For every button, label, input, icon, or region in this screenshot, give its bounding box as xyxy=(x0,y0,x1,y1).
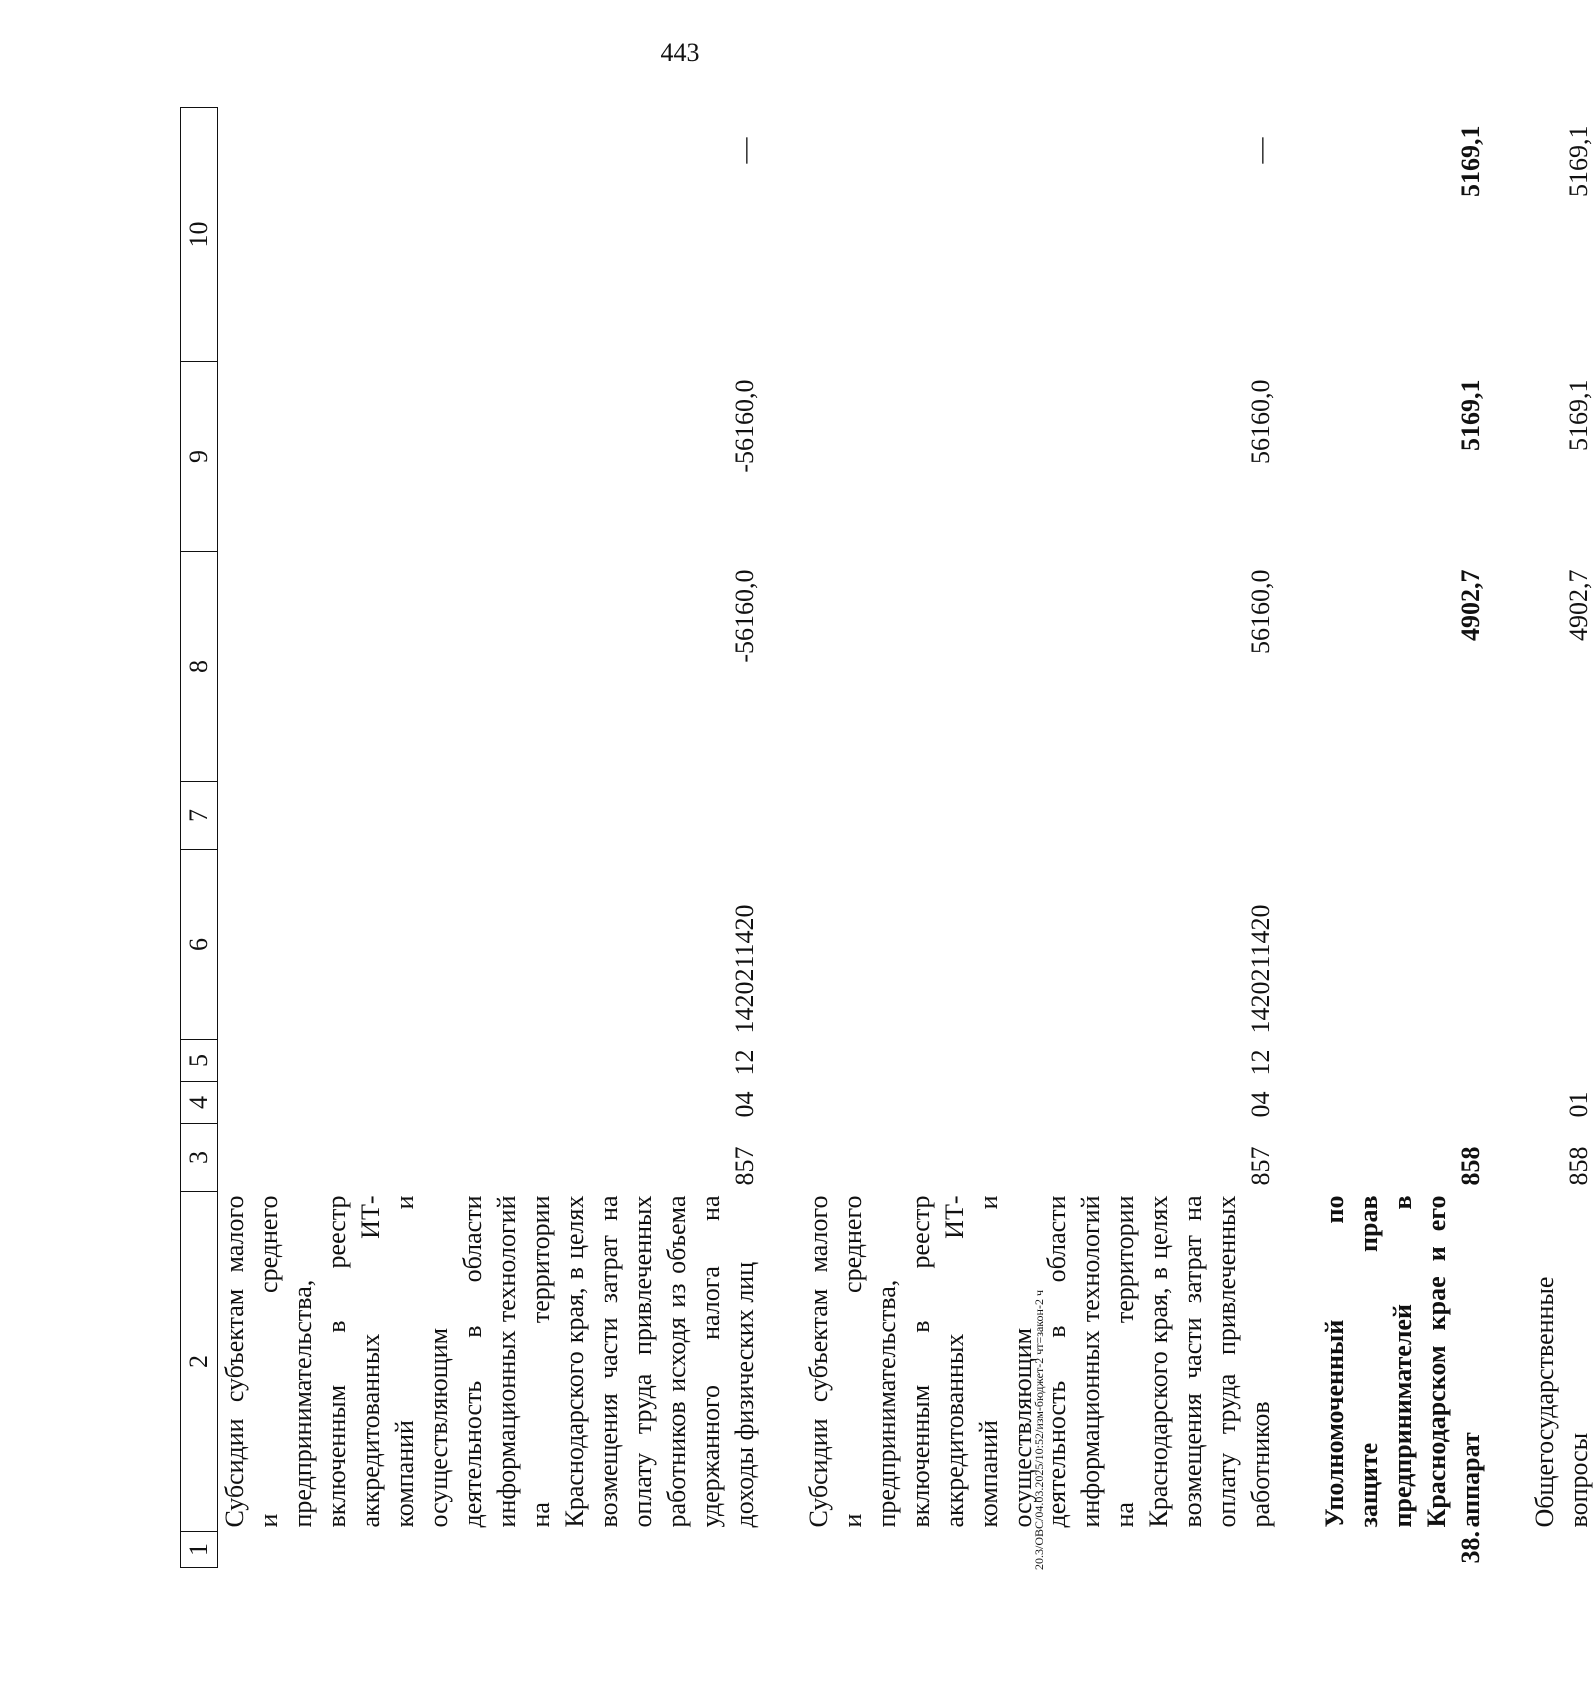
cell-col-4: 04 xyxy=(730,1091,759,1118)
row-spacer xyxy=(762,108,802,1568)
row-description: Общегосударственные вопросы xyxy=(1530,1276,1593,1528)
cell-col-9: 56160,0 xyxy=(1246,379,1275,464)
cell-col-4 xyxy=(1318,1082,1488,1124)
row-description: Уполномоченный по защите прав предпринимателей в Краснодарском крае и его аппарат xyxy=(1320,1195,1485,1528)
cell-col-10: 5169,1 xyxy=(1456,125,1485,197)
cell-col-3: 858 xyxy=(1456,1146,1485,1186)
header-col-5: 5 xyxy=(181,1040,218,1082)
cell-col-9: 5169,1 xyxy=(1456,379,1485,451)
header-col-9: 9 xyxy=(181,362,218,552)
table-row xyxy=(1528,108,1596,1568)
cell-col-10: — xyxy=(1246,137,1275,164)
budget-table xyxy=(180,107,1596,1568)
cell-col-8: 4902,7 xyxy=(1456,569,1485,641)
cell-col-7 xyxy=(1318,782,1488,850)
row-number xyxy=(1528,1532,1596,1568)
rotated-table-container xyxy=(180,108,1593,1568)
row-description: Субсидии субъектам малого и среднего предпринимательства, включенным в реестр аккредитованных ИТ-компаний и осуществляющим деятельность в области информационных технологий на территории Краснодарского края, в целях возмещения части затрат на оплату труда привлеченных работников xyxy=(804,1195,1275,1528)
header-col-2: 2 xyxy=(181,1192,218,1532)
header-col-3: 3 xyxy=(181,1124,218,1192)
cell-col-5: 12 xyxy=(1246,1049,1275,1076)
cell-col-7 xyxy=(218,782,763,850)
cell-col-4: 04 xyxy=(1246,1091,1275,1118)
cell-col-9: -56160,0 xyxy=(730,379,759,473)
header-col-7: 7 xyxy=(181,782,218,850)
header-col-6: 6 xyxy=(181,850,218,1040)
cell-col-3: 857 xyxy=(730,1146,759,1186)
cell-col-10: — xyxy=(730,137,759,164)
cell-col-6 xyxy=(1318,850,1488,1040)
cell-col-7 xyxy=(1528,782,1596,850)
cell-col-6 xyxy=(1528,850,1596,1040)
row-number: 38. xyxy=(1456,1531,1485,1564)
header-row xyxy=(181,108,218,1568)
page-number: 443 xyxy=(660,38,700,67)
table-row xyxy=(218,108,763,1568)
header-col-8: 8 xyxy=(181,552,218,782)
cell-col-8: 56160,0 xyxy=(1246,569,1275,654)
cell-col-3: 858 xyxy=(1564,1146,1593,1186)
cell-col-5: 12 xyxy=(730,1049,759,1076)
cell-col-6: 1420211420 xyxy=(1246,904,1275,1034)
header-col-10: 10 xyxy=(181,108,218,362)
header-col-4: 4 xyxy=(181,1082,218,1124)
row-spacer xyxy=(1278,108,1318,1568)
row-spacer xyxy=(1488,108,1528,1568)
row-number xyxy=(218,1532,763,1568)
row-description: Субсидии субъектам малого и среднего предпринимательства, включенным в реестр аккредитованных ИТ-компаний и осуществляющим деятельность в области информационных технологий на территории Краснодарского края, в целях возмещения части затрат на оплату труда привлеченных работников исходя из объема удержанного налога на доходы физических лиц xyxy=(220,1195,759,1528)
cell-col-10: 5169,1 xyxy=(1564,125,1593,197)
cell-col-8: 4902,7 xyxy=(1564,569,1593,641)
footer-code: 20.3/ОВС/04.03.2025/10:52/изм-бюджет-2 чт=закон-2 ч xyxy=(1032,1290,1046,1570)
cell-col-4: 01 xyxy=(1564,1091,1593,1118)
cell-col-5 xyxy=(1318,1040,1488,1082)
cell-col-8: -56160,0 xyxy=(730,569,759,663)
cell-col-3: 857 xyxy=(1246,1146,1275,1186)
table-row xyxy=(1318,108,1488,1568)
cell-col-7 xyxy=(802,782,1278,850)
cell-col-9: 5169,1 xyxy=(1564,379,1593,451)
header-col-1: 1 xyxy=(181,1532,218,1568)
cell-col-5 xyxy=(1528,1040,1596,1082)
cell-col-6: 1420211420 xyxy=(730,904,759,1034)
